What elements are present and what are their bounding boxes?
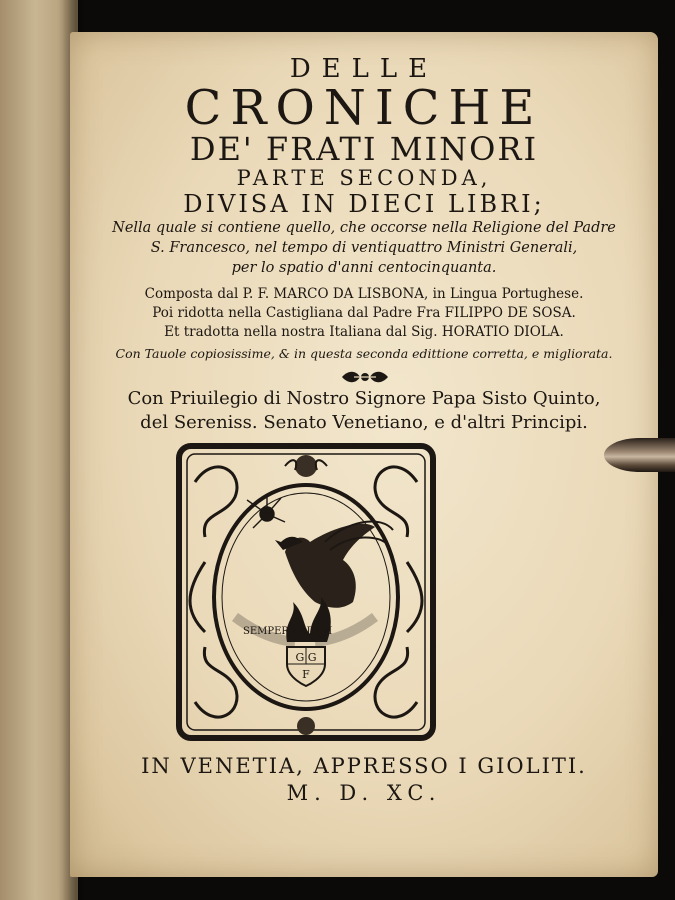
title-croniche: CRONICHE bbox=[184, 80, 544, 136]
mask-bottom-icon bbox=[297, 717, 315, 735]
shield-initials-top: G G bbox=[295, 651, 317, 664]
shield-icon bbox=[287, 647, 325, 686]
phoenix-icon bbox=[275, 521, 393, 607]
title-delle: DELLE bbox=[289, 54, 439, 84]
author-line-1: Composta dal P. F. MARCO DA LISBONA, in Lingua Portughese. bbox=[144, 286, 584, 302]
subtitle-parte-seconda: PARTE SECONDA, bbox=[236, 166, 492, 190]
imprint-line: IN VENETIA, APPRESSO I GIOLITI. bbox=[141, 754, 587, 778]
tavole-line: Con Tauole copiosissime, & in questa seconda edittione corretta, e migliorata. bbox=[115, 346, 613, 361]
cherub-top-icon bbox=[285, 455, 327, 477]
description-line-3: per lo spatio d'anni centocinquanta. bbox=[231, 260, 497, 276]
privilege-line-1: Con Priuilegio di Nostro Signore Papa Sisto Quinto, bbox=[127, 388, 601, 409]
bookmark-tab bbox=[604, 438, 675, 472]
title-page bbox=[70, 32, 658, 877]
phoenix-printer-mark bbox=[175, 442, 437, 742]
subtitle-divisa: DIVISA IN DIECI LIBRI; bbox=[183, 190, 545, 218]
description-line-2: S. Francesco, nel tempo di ventiquattro Ministri Generali, bbox=[150, 240, 578, 256]
shield-initial-bottom: F bbox=[302, 668, 310, 681]
author-line-2: Poi ridotta nella Castigliana dal Padre Fra FILIPPO DE SOSA. bbox=[152, 305, 576, 321]
sun-rays-icon bbox=[247, 494, 285, 528]
fleuron-ornament-icon bbox=[340, 370, 390, 384]
author-line-3: Et tradotta nella nostra Italiana dal Sig. HORATIO DIOLA. bbox=[164, 324, 564, 340]
motto-text: SEMPER EADEM bbox=[243, 626, 333, 637]
description-line-1: Nella quale si contiene quello, che occorse nella Religione del Padre bbox=[112, 220, 616, 236]
privilege-line-2: del Sereniss. Senato Venetiano, e d'altri Principi. bbox=[140, 412, 588, 433]
date-line: M. D. XC. bbox=[286, 781, 442, 805]
title-frati-minori: DE' FRATI MINORI bbox=[189, 130, 539, 168]
